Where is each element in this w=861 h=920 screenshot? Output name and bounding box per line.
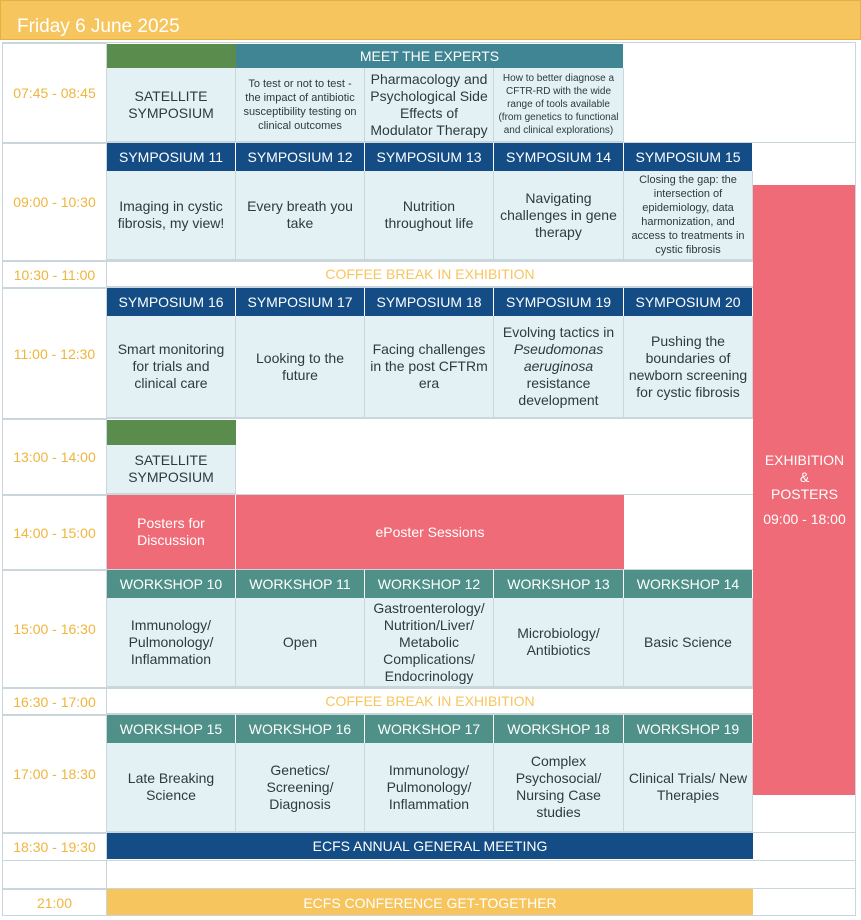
symposium-19-header <box>494 288 624 316</box>
symposium-18-header <box>365 288 494 316</box>
time-label: 11:00 - 12:30 <box>13 345 96 362</box>
time-slot <box>2 715 106 832</box>
posters-for-discussion[interactable] <box>107 495 236 569</box>
conference-get-together[interactable] <box>107 889 753 916</box>
symposium-16-header <box>107 288 236 316</box>
workshop-12-title[interactable] <box>365 598 494 687</box>
header-label: SYMPOSIUM 11 <box>119 149 223 165</box>
session-title <box>498 324 619 409</box>
workshop-16-header <box>236 715 365 743</box>
title-part: Evolving tactics in <box>502 324 615 340</box>
symposium-14-title[interactable] <box>494 171 624 260</box>
workshop-10-title[interactable] <box>107 598 236 687</box>
symposium-16-title[interactable] <box>107 316 236 418</box>
workshop-19-header <box>624 715 753 743</box>
satellite-header-bar <box>107 44 236 68</box>
time-slot <box>2 495 106 569</box>
time-slot <box>2 688 106 714</box>
workshop-15-title[interactable] <box>107 743 236 832</box>
header-label: SYMPOSIUM 14 <box>505 149 612 165</box>
workshop-15-header <box>107 715 236 743</box>
header-label: WORKSHOP 18 <box>507 721 610 737</box>
session-title: SATELLITE SYMPOSIUM <box>128 87 214 121</box>
exhibition-hours: 09:00 - 18:00 <box>763 511 846 527</box>
workshop-12-header <box>365 570 494 598</box>
time-label: 18:30 - 19:30 <box>13 839 96 855</box>
session-title: Posters for Discussion <box>137 515 205 548</box>
session-title: Immunology/ Pulmonology/ Inflammation <box>128 616 214 667</box>
symposium-17-header <box>236 288 365 316</box>
session-title: Genetics/ Screening/ Diagnosis <box>266 761 334 812</box>
coffee-break-2 <box>107 688 753 714</box>
header-label: MEET THE EXPERTS <box>359 48 500 64</box>
header-label: WORKSHOP 14 <box>636 576 740 592</box>
header-label: WORKSHOP 19 <box>636 721 740 737</box>
symposium-18-title[interactable] <box>365 316 494 418</box>
symposium-14-header <box>494 143 624 171</box>
satellite-symposium-midday[interactable] <box>107 445 236 494</box>
workshop-14-header <box>624 570 753 598</box>
session-title: Imaging in cystic fibrosis, my view! <box>117 198 225 231</box>
time-label: 17:00 - 18:30 <box>13 766 96 782</box>
symposium-20-header <box>624 288 753 316</box>
expert-session-3[interactable] <box>494 68 624 142</box>
symposium-11-title[interactable] <box>107 171 236 260</box>
header-label: WORKSHOP 15 <box>119 721 223 737</box>
workshop-13-title[interactable] <box>494 598 624 687</box>
symposium-13-title[interactable] <box>365 171 494 260</box>
time-label: 21:00 <box>36 895 73 911</box>
time-slot <box>2 570 106 687</box>
session-title: To test or not to test - the impact of antibiotic susceptibility testing on clinical outcomes <box>243 77 357 132</box>
exhibition-posters-block[interactable] <box>753 185 856 795</box>
satellite-header-bar <box>107 420 236 445</box>
exhibition-title: EXHIBITION & POSTERS <box>764 452 845 502</box>
time-label: 10:30 - 11:00 <box>13 266 96 283</box>
meet-the-experts-header <box>236 44 624 68</box>
day-banner <box>0 0 861 40</box>
session-title: ePoster Sessions <box>375 523 485 540</box>
session-title: Nutrition throughout life <box>384 198 474 231</box>
header-label: SYMPOSIUM 13 <box>376 149 482 165</box>
workshop-14-title[interactable] <box>624 598 753 687</box>
time-slot <box>2 288 106 418</box>
header-label: SYMPOSIUM 19 <box>505 294 612 310</box>
session-title: Clinical Trials/ New Therapies <box>628 770 748 803</box>
symposium-12-title[interactable] <box>236 171 365 260</box>
session-title: Smart monitoring for trials and clinical care <box>117 341 225 391</box>
header-label: WORKSHOP 10 <box>119 576 223 592</box>
title-italic-part: Pseudomonas aeruginosa <box>513 341 604 374</box>
row-divider <box>2 860 856 861</box>
workshop-18-header <box>494 715 624 743</box>
symposium-17-title[interactable] <box>236 316 365 418</box>
session-title: Facing challenges in the post CFTRm era <box>370 341 488 391</box>
time-label: 07:45 - 08:45 <box>13 85 96 101</box>
session-title: Every breath you take <box>247 198 353 231</box>
symposium-11-header <box>107 143 236 171</box>
header-label: SYMPOSIUM 17 <box>247 294 353 310</box>
symposium-15-header <box>624 143 753 171</box>
eposter-sessions[interactable] <box>236 495 624 569</box>
satellite-symposium-morning[interactable] <box>107 68 236 142</box>
workshop-16-title[interactable] <box>236 743 365 832</box>
time-slot <box>2 261 106 287</box>
header-label: WORKSHOP 11 <box>249 576 351 592</box>
symposium-15-title[interactable] <box>624 171 753 260</box>
workshop-17-title[interactable] <box>365 743 494 832</box>
workshop-11-title[interactable] <box>236 598 365 687</box>
workshop-10-header <box>107 570 236 598</box>
header-label: WORKSHOP 17 <box>377 721 481 737</box>
row-divider <box>2 418 856 419</box>
symposium-12-header <box>236 143 365 171</box>
header-label: SYMPOSIUM 15 <box>635 149 741 165</box>
time-label: 16:30 - 17:00 <box>13 693 96 710</box>
header-label: SYMPOSIUM 20 <box>635 294 741 310</box>
coffee-break-label: COFFEE BREAK IN EXHIBITION <box>325 266 535 282</box>
session-title: ECFS ANNUAL GENERAL MEETING <box>312 838 548 854</box>
header-label: WORKSHOP 13 <box>507 576 610 592</box>
session-title: Basic Science <box>644 633 732 650</box>
session-title: Looking to the future <box>256 349 344 383</box>
time-label: 15:00 - 16:30 <box>13 621 96 637</box>
header-label: SYMPOSIUM 16 <box>118 294 224 310</box>
session-title: Closing the gap: the intersection of epidemiology, data harmonization, and access to treatments in cystic fibrosis <box>631 174 745 256</box>
session-title: Late Breaking Science <box>127 770 215 803</box>
workshop-11-header <box>236 570 365 598</box>
session-title: Microbiology/ Antibiotics <box>517 625 600 658</box>
header-label: WORKSHOP 16 <box>248 721 352 737</box>
time-label: 14:00 - 15:00 <box>13 524 96 541</box>
session-title: Immunology/ Pulmonology/ Inflammation <box>386 761 472 812</box>
time-slot <box>2 43 106 142</box>
session-title: Gastroenterology/ Nutrition/Liver/ Metabolic Complications/ Endocrinology <box>373 599 485 684</box>
expert-session-1[interactable] <box>236 68 365 142</box>
expert-session-2[interactable] <box>365 68 494 142</box>
workshop-19-title[interactable] <box>624 743 753 832</box>
title-part: resistance development <box>518 375 599 408</box>
annual-general-meeting[interactable] <box>107 833 753 859</box>
session-title: How to better diagnose a CFTR-RD with the wide range of tools available (from genetics to functional and clinical explorations) <box>498 73 619 136</box>
symposium-20-title[interactable] <box>624 316 753 418</box>
symposium-19-title[interactable] <box>494 316 624 418</box>
header-label: WORKSHOP 12 <box>377 576 481 592</box>
session-title: Navigating challenges in gene therapy <box>500 189 617 240</box>
day-title: Friday 6 June 2025 <box>17 16 180 37</box>
coffee-break-1 <box>107 261 753 287</box>
session-title: SATELLITE SYMPOSIUM <box>128 452 214 485</box>
workshop-17-header <box>365 715 494 743</box>
workshop-18-title[interactable] <box>494 743 624 832</box>
workshop-13-header <box>494 570 624 598</box>
coffee-break-label: COFFEE BREAK IN EXHIBITION <box>325 693 535 709</box>
header-label: SYMPOSIUM 12 <box>247 149 353 165</box>
symposium-13-header <box>365 143 494 171</box>
header-label: SYMPOSIUM 18 <box>376 294 482 310</box>
time-label: 13:00 - 14:00 <box>13 449 96 465</box>
time-slot <box>2 143 106 260</box>
session-title: ECFS CONFERENCE GET-TOGETHER <box>303 894 557 911</box>
time-slot <box>2 889 106 916</box>
session-title: Open <box>282 633 318 650</box>
time-slot <box>2 833 106 860</box>
session-title: Complex Psychosocial/ Nursing Case studies <box>515 753 602 820</box>
time-label: 09:00 - 10:30 <box>13 194 96 210</box>
time-slot <box>2 419 106 494</box>
session-title: Pharmacology and Psychological Side Effects of Modulator Therapy <box>370 70 488 138</box>
session-title: Pushing the boundaries of newborn screening for cystic fibrosis <box>628 332 748 400</box>
